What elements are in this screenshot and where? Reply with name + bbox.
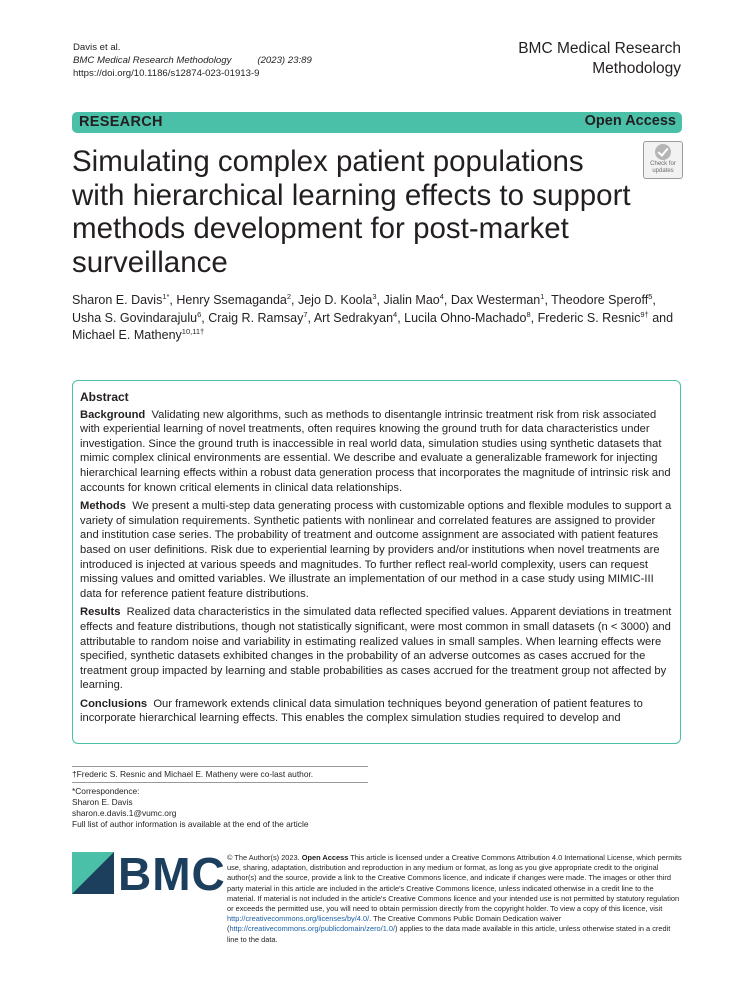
- author-affiliation: 4: [393, 309, 398, 319]
- license-link2[interactable]: http://creativecommons.org/publicdomain/zero/1.0/: [229, 924, 396, 934]
- footnote-divider: [72, 782, 368, 783]
- full-author-info-note: Full list of author information is available at the end of the article: [72, 819, 309, 829]
- abstract-conclusions: [80, 697, 675, 726]
- section-banner: [72, 112, 682, 133]
- background-label: Background: [80, 408, 146, 421]
- check-icon: [655, 144, 671, 160]
- header-journal: BMC Medical Research Methodology: [73, 55, 232, 66]
- methods-label: Methods: [80, 500, 126, 513]
- journal-name: [518, 39, 681, 79]
- license-open-access: Open Access: [301, 853, 349, 862]
- badge-line1: Check for: [650, 161, 676, 167]
- author-affiliation: 8: [526, 309, 531, 319]
- header-citation: (2023) 23:89: [257, 55, 312, 66]
- colast-note: †Frederic S. Resnic and Michael E. Matheny were co-last author.: [72, 769, 314, 779]
- results-label: Results: [80, 606, 121, 619]
- author-name: Lucila Ohno‑Machado: [404, 310, 527, 325]
- author-affiliation: 9†: [640, 309, 649, 319]
- author-name: Dax Westerman: [450, 293, 541, 307]
- author-affiliation: 1: [540, 291, 545, 301]
- author-affiliation: 6: [197, 309, 202, 319]
- section-label: RESEARCH: [79, 114, 163, 130]
- badge-line2: updates: [652, 167, 674, 174]
- bmc-logo-mark: [72, 852, 114, 899]
- header-doi[interactable]: https://doi.org/10.1186/s12874-023-01913-9: [73, 68, 260, 79]
- license-body1: This article is licensed under a Creative Commons Attribution 4.0 International License, which permits use, sharing, adaptation, distribution and reproduction in any medium or format, as long as you give appropriate credit to the original author(s) and the source, provide a link to the Creative Commons licence, and indicate if changes were made. The images or other third party material in this article are included in the article's Creative Commons licence, unless indicated otherwise in a credit line to the material. If material is not included in the article's Creative Commons licence and your intended use is not permitted by statutory regulation or exceeds the permitted use, you will need to obtain permission directly from the copyright holder. To view a copy of this licence, visit: [227, 853, 682, 914]
- open-access-label: Open Access: [584, 113, 676, 129]
- abstract-box: [72, 380, 681, 744]
- author-name: Jejo D. Koola: [297, 293, 373, 307]
- author-name: Theodore Speroff: [551, 293, 649, 307]
- license-body2: . The Creative Commons Public Domain Dedication waiver (: [227, 914, 562, 934]
- license-body3: ) applies to the data made available in this article, unless otherwise stated in a credit line to the data.: [227, 924, 671, 944]
- author-name: Sharon E. Davis: [72, 293, 163, 307]
- author-name: Michael E. Matheny: [72, 328, 182, 342]
- conclusions-text: Our framework extends clinical data simulation techniques beyond generation of patient features to incorporate hierarchical learning effects. This enables the complex simulation studies required to develop and: [80, 697, 643, 725]
- author-affiliation: 1*: [162, 291, 170, 301]
- author-name: Frederic S. Resnic: [537, 310, 641, 325]
- abstract-methods: [80, 499, 675, 601]
- abstract-background: [80, 408, 675, 496]
- author-affiliation: 5: [648, 291, 653, 301]
- author-name: Henry Ssemaganda: [176, 293, 287, 307]
- background-text: Validating new algorithms, such as methods to disentangle intrinsic treatment risk from risk associated with experiential learning of novel treatments, often requires knowing the ground truth for data characteristics under investigation. Since the ground truth is inaccessible in real world data, simulation studies using synthetic datasets that mimic complex clinical environments are essential. We describe and evaluate a generalizable framework for injecting hierarchical learning effects within a robust data generation process that incorporates the magnitude of intrinsic risk and accounts for known critical elements in clinical data relationships.: [80, 408, 671, 494]
- results-text: Realized data characteristics in the simulated data reflected specified values. Apparent deviations in treatment effects and feature distributions, though not statistically significant, were most common in small datasets (n < 3000) and attributable to random noise and variability in estimating realized values in small samples. When learning effects were specified, synthetic datasets exhibited changes in the probability of an adverse outcomes as cases accrued for the treatment group impacted by learning and stable probabilities as cases accrued for the treatment group not affected by learning.: [80, 606, 672, 692]
- correspondence-label: *Correspondence:: [72, 786, 140, 796]
- article-title: Simulating complex patient populations with hierarchical learning effects to support methods development for post-market surveillance: [72, 145, 631, 279]
- license-lead: © The Author(s) 2023.: [227, 853, 300, 862]
- author-affiliation: 3: [372, 291, 377, 301]
- correspondence-email[interactable]: sharon.e.davis.1@vumc.org: [72, 808, 177, 818]
- license-text: [227, 853, 682, 945]
- author-name: Craig R. Ramsay: [208, 310, 304, 325]
- author-affiliation: 10,11†: [181, 326, 205, 336]
- running-header: [73, 41, 312, 80]
- journal-name-line1: BMC Medical Research: [518, 40, 681, 57]
- journal-name-line2: Methodology: [592, 60, 681, 77]
- author-affiliation: 4: [439, 291, 444, 301]
- author-affiliation: 2: [286, 291, 292, 301]
- check-for-updates-badge[interactable]: [643, 141, 683, 179]
- author-name: Jialin Mao: [383, 293, 440, 307]
- author-name: Art Sedrakyan: [313, 310, 394, 325]
- license-link1[interactable]: http://creativecommons.org/licenses/by/4.0/: [227, 914, 370, 924]
- abstract-heading: Abstract: [80, 390, 129, 404]
- author-list: Sharon E. Davis$^{1*}$, Henry Ssemaganda$^2$, Jejo D. Koola$^3$, Jialin Mao$^4$, Dax Westerman$^1$, Theodore Speroff$^5$, Usha S. Govindarajulu$^6$, Craig R. Ramsay$^7$, Art Sedrakyan$^4$, Lucila Ohno‑Machado$^8$, Frederic S. Resnic$^{9\dagger}$ and Michael E. Matheny$^{10,11\dagger}$: [72, 291, 674, 342]
- header-author: Davis et al.: [73, 42, 121, 53]
- abstract-results: [80, 605, 675, 693]
- author-affiliation: 7: [303, 309, 308, 319]
- correspondence-name: Sharon E. Davis: [72, 797, 133, 807]
- footnote-divider: [72, 766, 368, 767]
- author-name: Usha S. Govindarajulu: [72, 310, 198, 325]
- methods-text: We present a multi-step data generating process with customizable options and flexible modules to support a variety of simulation requirements. Synthetic patients with nonlinear and correlated features are assigned to provider and institution case series. The probability of treatment and outcome assignment are associated with patient features based on user definitions. Risk due to experiential learning by providers and/or institutions when novel treatments are introduced is injected at various speeds and magnitudes. To further reflect real-world complexity, users can request missing values and omitted variables. We illustrate an implementation of our method in a case study using MIMIC-III data for reference patient feature distributions.: [80, 500, 672, 600]
- correspondence: [72, 786, 309, 830]
- bmc-logo-text: BMC: [118, 848, 226, 900]
- conclusions-label: Conclusions: [80, 697, 148, 710]
